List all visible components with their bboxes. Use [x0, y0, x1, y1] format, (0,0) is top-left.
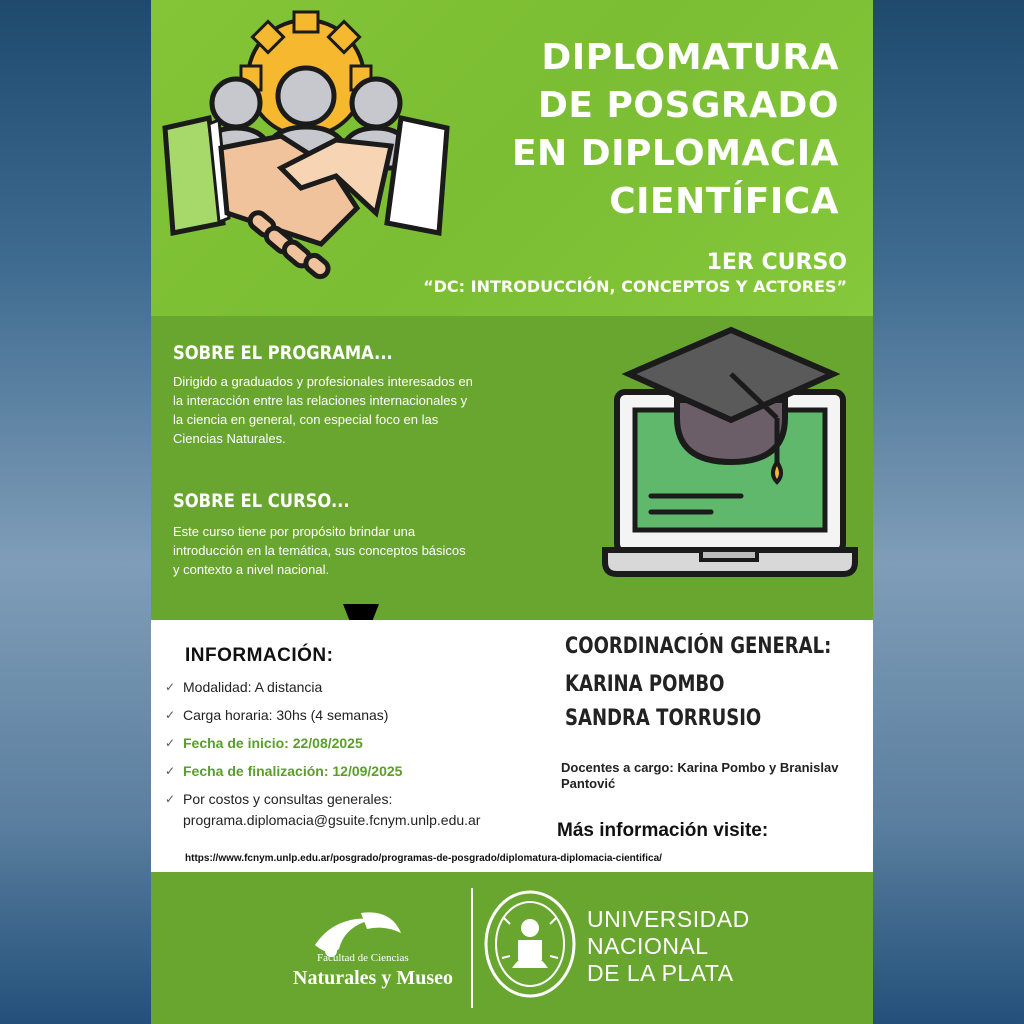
program-text: Dirigido a graduados y profesionales interesados en la interacción entre las relaciones internacionales y la ciencia en general, con especial foco en las Ciencias Naturales.	[173, 374, 473, 446]
handshake-team-icon	[161, 8, 451, 298]
header-section	[151, 0, 873, 316]
info-item-text: Modalidad: A distancia	[183, 679, 323, 695]
info-heading: INFORMACIÓN:	[185, 645, 334, 666]
check-icon: ✓	[165, 680, 176, 694]
more-info-link[interactable]: https://www.fcnym.unlp.edu.ar/posgrado/programas-de-posgrado/diplomatura-diplomacia-cientifica/	[185, 853, 662, 864]
info-item-start-date	[163, 732, 563, 760]
course-heading: SOBRE EL CURSO...	[173, 490, 350, 512]
program-heading: SOBRE EL PROGRAMA...	[173, 342, 393, 364]
poster	[151, 0, 873, 1024]
coordination-heading: COORDINACIÓN GENERAL:	[565, 634, 832, 659]
course-text: Este curso tiene por propósito brindar una introducción en la temática, sus conceptos básicos y contexto a nivel nacional.	[173, 524, 466, 577]
course-name: “DC: INTRODUCCIÓN, CONCEPTOS Y ACTORES”	[423, 277, 847, 296]
title-line: DE POSGRADO	[537, 85, 839, 126]
university-line: NACIONAL	[587, 933, 709, 959]
info-item-text: Fecha de finalización: 12/09/2025	[183, 763, 403, 779]
info-item-text: Por costos y consultas generales:	[183, 791, 393, 807]
university-seal-icon	[482, 888, 578, 1000]
info-item-text: Fecha de inicio: 22/08/2025	[183, 735, 363, 751]
university-line: UNIVERSIDAD	[587, 906, 750, 932]
graduation-laptop-icon	[601, 326, 861, 586]
course-subtitle	[423, 250, 847, 298]
title-line: CIENTÍFICA	[609, 181, 839, 222]
info-item	[163, 704, 563, 732]
info-item-end-date	[163, 760, 563, 788]
coordinator-name: KARINA POMBO	[565, 672, 725, 697]
university-line: DE LA PLATA	[587, 960, 734, 986]
info-list	[163, 676, 563, 816]
more-info-label: Más información visite:	[557, 820, 769, 841]
title-line: EN DIPLOMACIA	[511, 133, 839, 174]
program-title	[512, 34, 839, 226]
course-number: 1ER CURSO	[706, 250, 847, 275]
check-icon: ✓	[165, 764, 176, 778]
contact-email[interactable]: programa.diplomacia@gsuite.fcnym.unlp.edu.ar	[183, 812, 481, 828]
info-item	[163, 676, 563, 704]
docentes-text: Docentes a cargo: Karina Pombo y Branislav Pantović	[561, 760, 839, 791]
info-item-text: Carga horaria: 30hs (4 semanas)	[183, 707, 389, 723]
description-section	[151, 316, 873, 620]
check-icon: ✓	[165, 792, 176, 806]
coordinator-name: SANDRA TORRUSIO	[565, 706, 762, 731]
footer-divider	[471, 888, 473, 1008]
faculty-subtitle: Facultad de Ciencias	[317, 952, 409, 964]
check-icon: ✓	[165, 708, 176, 722]
university-name	[587, 906, 750, 987]
title-line: DIPLOMATURA	[541, 37, 839, 78]
check-icon: ✓	[165, 736, 176, 750]
faculty-name: Naturales y Museo	[293, 967, 453, 989]
